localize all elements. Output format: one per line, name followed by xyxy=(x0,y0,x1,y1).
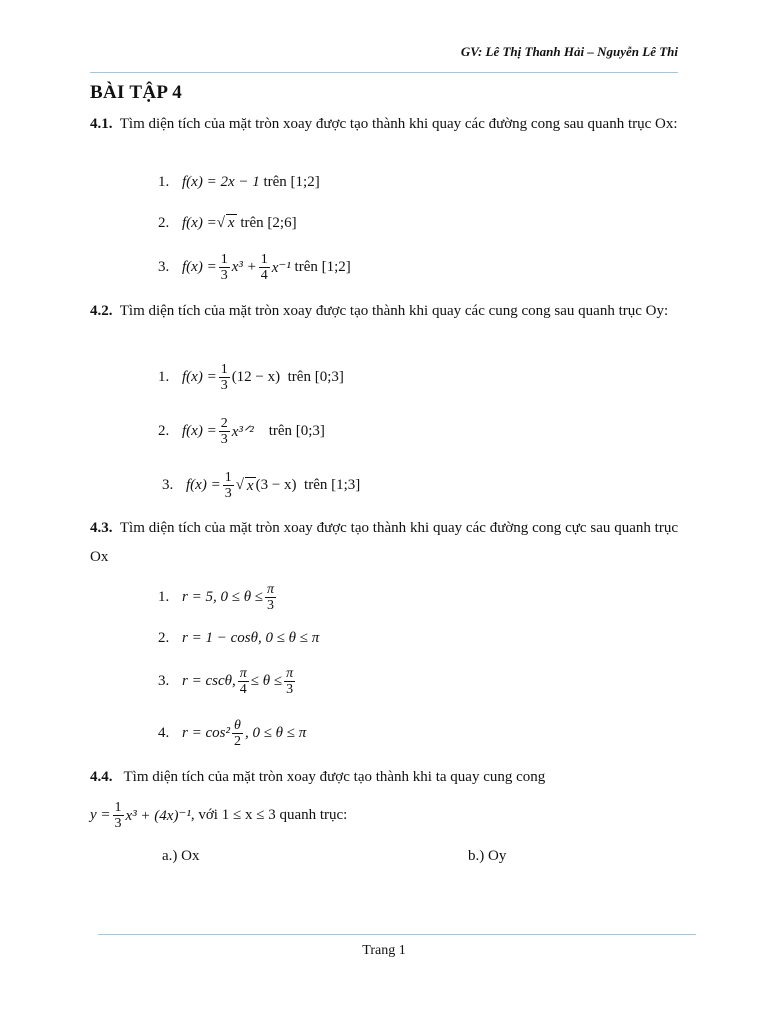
exercise-number: 4.2. xyxy=(90,303,113,319)
term: ≤ θ ≤ xyxy=(250,673,283,689)
exercise-4-4 xyxy=(90,763,678,792)
item-number: 2. xyxy=(158,630,170,646)
item-4-2-1 xyxy=(158,362,344,393)
item-4-3-1 xyxy=(158,582,278,613)
item-number: 1. xyxy=(158,174,170,190)
item-4-3-2 xyxy=(158,630,319,647)
exercise-number: 4.3. xyxy=(90,520,113,536)
exercise-text: Tìm diện tích của mặt tròn xoay được tạo thành khi quay các cung cong sau quanh trục Oy: xyxy=(119,303,669,319)
term: x³ + xyxy=(231,259,257,275)
item-number: 2. xyxy=(158,214,170,231)
formula: r = 1 − cosθ, 0 ≤ θ ≤ π xyxy=(182,630,320,646)
q44-formula xyxy=(90,800,347,831)
term: (12 − x) xyxy=(231,369,281,385)
item-4-2-3: 3. f(x) = $\frac{1}{3}$ √ x (3 − x) trên [1;3] xyxy=(162,470,361,501)
item-number: 1. xyxy=(158,589,170,605)
exercise-number: 4.4. xyxy=(90,769,113,785)
item-number: 3. xyxy=(158,259,170,275)
formula: f(x) = xyxy=(182,423,217,439)
item-4-2-2 xyxy=(158,416,325,447)
formula: r = cscθ, xyxy=(182,673,236,689)
page-header: GV: Lê Thị Thanh Hải – Nguyễn Lê Thi xyxy=(460,44,678,59)
answer-a: a.) Ox xyxy=(162,848,200,864)
formula: r = 5, 0 ≤ θ ≤ xyxy=(182,589,264,605)
fraction: $\frac{2}{3}$ xyxy=(220,416,228,447)
fraction: $\frac{1}{4}$ xyxy=(260,252,268,283)
page-title: BÀI TẬP 4 xyxy=(90,82,183,103)
formula: f(x) = xyxy=(182,369,217,385)
item-4-3-3 xyxy=(158,666,297,697)
term: , 0 ≤ θ ≤ π xyxy=(244,725,307,741)
item-4-1-3 xyxy=(158,252,351,283)
formula: f(x) = xyxy=(182,214,217,231)
fraction: $\frac{\pi}{4}$ xyxy=(239,666,247,697)
radicand: x xyxy=(246,477,254,494)
item-number: 3. xyxy=(158,673,170,689)
answer-b: b.) Oy xyxy=(468,848,507,864)
item-4-1-2: 2. f(x) = √ x trên [2;6] xyxy=(158,214,297,231)
formula: r = cos² xyxy=(182,725,230,741)
interval: trên [1;3] xyxy=(304,477,361,493)
interval: trên [0;3] xyxy=(287,369,344,385)
footer-divider xyxy=(98,934,696,935)
interval: trên [0;3] xyxy=(268,423,325,439)
interval: trên [2;6] xyxy=(240,214,297,231)
term: (3 − x) xyxy=(255,477,297,493)
exercise-number: 4.1. xyxy=(90,116,113,132)
fraction: $\frac{1}{3}$ xyxy=(220,362,228,393)
item-number: 2. xyxy=(158,423,170,439)
exercise-4-2 xyxy=(90,297,678,326)
exercise-text: Tìm diện tích của mặt tròn xoay được tạo thành khi quay các đường cong cực sau quanh trục Ox xyxy=(90,520,678,565)
item-4-1-1 xyxy=(158,174,320,191)
formula: f(x) = 2x − 1 xyxy=(182,174,260,190)
term: x³ + (4x)⁻¹ xyxy=(125,808,191,824)
exercise-text: Tìm diện tích của mặt tròn xoay được tạo thành khi ta quay cung cong xyxy=(123,769,546,785)
fraction: $\frac{\pi}{3}$ xyxy=(286,666,294,697)
term: x⁻¹ xyxy=(271,260,291,276)
exercise-4-1 xyxy=(90,110,678,139)
header-divider xyxy=(90,72,678,73)
exercise-4-3 xyxy=(90,514,678,572)
fraction: $\frac{\theta}{2}$ xyxy=(233,718,241,749)
fraction: $\frac{1}{3}$ xyxy=(224,470,232,501)
page-number: Trang 1 xyxy=(362,943,406,958)
formula: f(x) = xyxy=(186,477,221,493)
item-4-3-4 xyxy=(158,718,306,749)
interval: trên [1;2] xyxy=(263,174,320,190)
exercise-text: Tìm diện tích của mặt tròn xoay được tạo thành khi quay các đường cong sau quanh trục Ox: xyxy=(119,116,678,132)
item-number: 3. xyxy=(162,477,174,493)
item-number: 1. xyxy=(158,369,170,385)
fraction: $\frac{1}{3}$ xyxy=(114,800,122,831)
fraction: $\frac{1}{3}$ xyxy=(220,252,228,283)
formula: y = xyxy=(90,807,111,823)
item-number: 4. xyxy=(158,725,170,741)
radicand: x xyxy=(227,215,235,231)
condition: , với 1 ≤ x ≤ 3 quanh trục: xyxy=(190,807,348,823)
term: x³ᐟ² xyxy=(231,424,254,440)
interval: trên [1;2] xyxy=(294,259,351,275)
formula: f(x) = xyxy=(182,259,217,275)
fraction: $\frac{\pi}{3}$ xyxy=(267,582,275,613)
